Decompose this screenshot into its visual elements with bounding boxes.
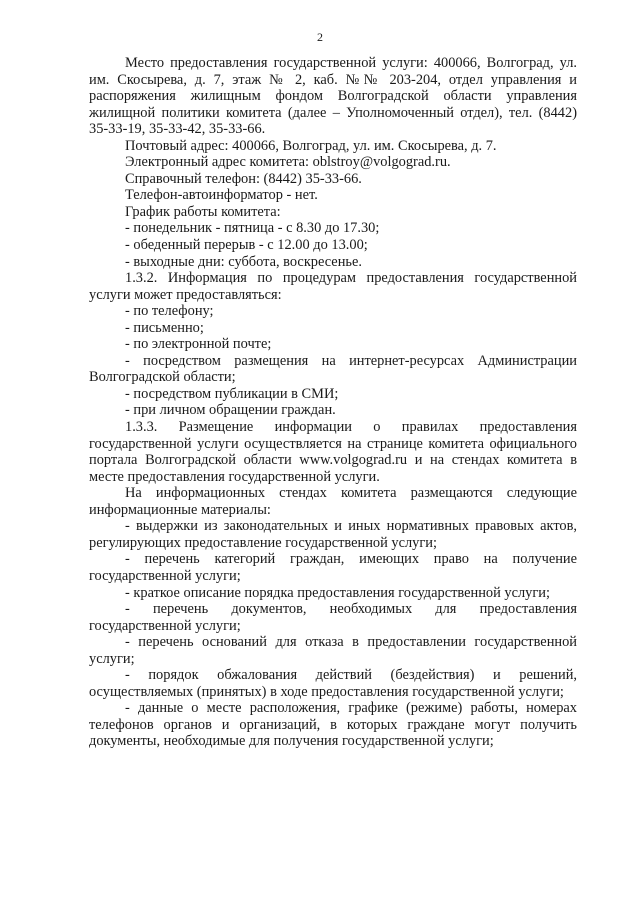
paragraph-reference-phone: Справочный телефон: (8442) 35-33-66. — [125, 170, 362, 187]
list-item-refusal-grounds: - перечень оснований для отказа в предоставлении государственной услуги; — [89, 634, 577, 667]
list-item-internet-resources: - посредством размещения на интернет-ресурсах Администрации Волгоградской области; — [89, 352, 577, 386]
list-item-in-writing: - письменно; — [125, 319, 204, 336]
list-item-weekdays: - понедельник - пятница - с 8.30 до 17.30; — [125, 220, 380, 237]
list-item-legal-extracts: - выдержки из законодательных и иных нормативных правовых актов, регулирующих предоставление государственной услуги; — [89, 518, 577, 551]
list-item-by-phone: - по телефону; — [125, 303, 214, 320]
paragraph-service-location: Место предоставления государственной услуги: 400066, Волгоград, ул. им. Скосырева, д. 7, этаж № 2, каб. №№ 203-204, отдел управления и распоряжения жилищным фондом Волгоградской области управления жилищной политики комитета (далее – Уполномоченный отдел), тел. (8442) 35-33-19, 35-33-42, 35-33-66. — [89, 55, 577, 138]
list-item-citizen-categories: - перечень категорий граждан, имеющих право на получение государственной услуги; — [89, 551, 577, 584]
paragraph-section-1-3-2: 1.3.2. Информация по процедурам предоставления государственной услуги может предоставляться: — [89, 270, 577, 303]
list-item-media: - посредством публикации в СМИ; — [125, 385, 339, 402]
list-item-days-off: - выходные дни: суббота, воскресенье. — [125, 253, 362, 270]
paragraph-email: Электронный адрес комитета: oblstroy@volgograd.ru. — [125, 154, 451, 171]
document-body — [89, 55, 577, 750]
list-item-procedure-summary: - краткое описание порядка предоставления государственной услуги; — [125, 584, 550, 601]
list-item-by-email: - по электронной почте; — [125, 336, 272, 353]
paragraph-auto-informer: Телефон-автоинформатор - нет. — [125, 187, 318, 204]
paragraph-postal-address: Почтовый адрес: 400066, Волгоград, ул. им. Скосырева, д. 7. — [125, 137, 497, 154]
list-item-required-documents: - перечень документов, необходимых для предоставления государственной услуги; — [89, 601, 577, 634]
list-item-appeal-procedure: - порядок обжалования действий (бездействия) и решений, осуществляемых (принятых) в ходе предоставления государственной услуги; — [89, 667, 577, 700]
paragraph-section-1-3-3: 1.3.3. Размещение информации о правилах предоставления государственной услуги осуществляется на странице комитета официального портала Волгоградской области www.volgograd.ru и на стендах комитета в месте предоставления государственной услуги. — [89, 419, 577, 485]
paragraph-info-stands: На информационных стендах комитета размещаются следующие информационные материалы: — [89, 485, 577, 518]
list-item-in-person: - при личном обращении граждан. — [125, 402, 336, 419]
paragraph-schedule-heading: График работы комитета: — [125, 203, 281, 220]
list-item-location-data: - данные о месте расположения, графике (режиме) работы, номерах телефонов органов и организаций, в которых граждане могут получить документы, необходимые для получения государственной услуги; — [89, 700, 577, 750]
page-number: 2 — [317, 30, 323, 44]
list-item-lunch-break: - обеденный перерыв - с 12.00 до 13.00; — [125, 237, 368, 254]
